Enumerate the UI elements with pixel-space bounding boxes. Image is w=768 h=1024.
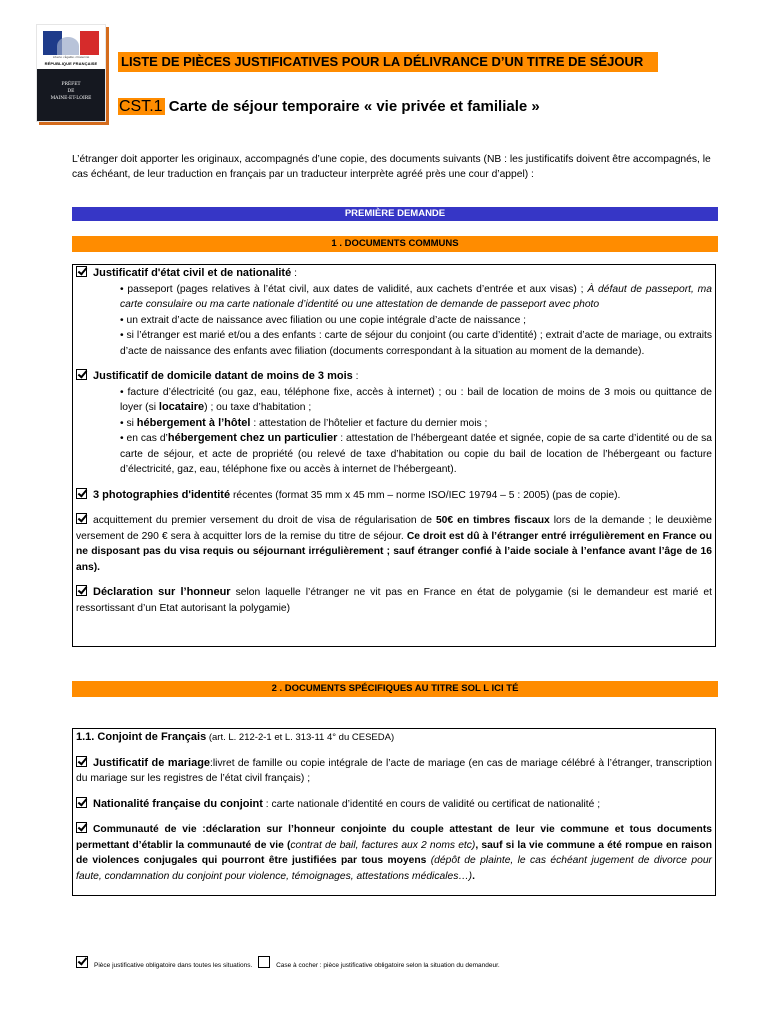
page-title: LISTE DE PIÈCES JUSTIFICATIVES POUR LA DÉLIVRANCE D’UN TITRE DE SÉJOUR — [118, 52, 658, 72]
checkbox-checked-icon[interactable] — [76, 822, 87, 833]
section1-title: 1 . DOCUMENTS COMMUNS — [72, 236, 718, 252]
legend-unchecked-text: Case à cocher : pièce justificative obligatoire selon la situation du demandeur. — [276, 962, 500, 969]
documents-specifiques-box — [72, 728, 716, 896]
honneur-item: Déclaration sur l’honneur selon laquelle l’étranger ne vit pas en France en état de polygamie (si le demandeur est marié et ressortissant d’un Etat autorisant la polygamie) — [76, 586, 712, 614]
page-subtitle — [118, 95, 540, 119]
subtitle-text: Carte de séjour temporaire « vie privée et familiale » — [168, 98, 540, 115]
intro-text: L’étranger doit apporter les originaux, accompagnés d’une copie, des documents suivants (NB : les justificatifs doivent être accompagnés, le cas échéant, de leur traduction en français par un traducteur interprète agréé près une cour d’appel) : — [72, 154, 711, 180]
checkbox-checked-icon[interactable] — [76, 266, 87, 277]
documents-communs-box: Justificatif d'état civil et de nationalité : • passeport (pages relatives à l’état civil, aux dates de validité, aux cachets d’entrée et aux visas) ; À défaut de passeport, ma carte consulaire ou ma carte nationale d’identité ou une attestation de demande de passeport avec photo • un extrait d’acte de naissance avec filiation ou une copie intégrale d’acte de naissance ; • si l’étranger est marié et/ou a des enfants : carte de séjour du conjoint (ou carte d’identité) ; extrait d’acte de mariage, ou extraits d’acte de naissance des enfants avec filiation (documents correspondant à la situation au moment de la demande). Justificatif de domicile datant de moins de 3 mois : • facture d’électricité (ou gaz, eau, téléphone fixe, accès à internet) ; ou : bail de location de moins de 3 mois ou quittance de loyer (si locataire) ; ou taxe d’habitation ; • si hébergement à l’hôtel : attestation de l’hôtelier et facture du dernier mois ; • en cas d’hébergement chez un particulier : attestation de l’hébergeant datée et signée, copie de sa carte d’identité ou de sa carte de séjour, et acte de propriété (ou relevé de taxe d’habitation ou copie du bail de location de l’hébergeant ou facture d’électricité, gaz, eau, téléphone fixe ou accès à internet de l’hébergeant). 3 photographies d'identité récentes (format 35 mm x 45 mm – norme ISO/IEC 19794 – 5 : 2005) (pas de copie). acquittement du premier versement du droit de visa de régularisation de 50€ en timbres fiscaux lors de la demande ; le deuxième versement de 290 € sera à acquitter lors de la remise du titre de séjour. Ce droit est dû à l’étranger entré irrégulièrement en France ou ne disposant pas du visa requis ou séjournant irrégulièrement ; sauf étranger confié à l’aide sociale à l’enfance avant l’âge de 16 ans). Déclaration sur l’honneur selon laquelle l’étranger ne vit pas en France en état de polygamie (si le demandeur est marié et ressortissant d’un Etat autorisant la polygamie) — [72, 264, 716, 647]
legend-checked-text: Pièce justificative obligatoire dans toutes les situations. — [94, 962, 253, 969]
checkbox-checked-icon — [76, 956, 88, 968]
checkbox-checked-icon[interactable] — [76, 369, 87, 380]
checkbox-checked-icon[interactable] — [76, 513, 87, 524]
form-code: CST.1 — [119, 98, 163, 115]
checkbox-checked-icon[interactable] — [76, 797, 87, 808]
logo-republic: RÉPUBLIQUE FRANÇAISE — [44, 61, 98, 66]
checkbox-checked-icon[interactable] — [76, 585, 87, 596]
logo-prefet: PRÉFET DE MAINE-ET-LOIRE — [50, 82, 92, 101]
communaute-item: Communauté de vie :déclaration sur l’honneur conjointe du couple attestant de leur vie commune et tous documents permettant d’établir la communauté de vie (contrat de bail, factures aux 2 noms etc), sauf si la vie commune a été rompue en raison de violences conjugales qui pourront être justifiées par tous moyens (dépôt de plainte, le cas échéant jugement de divorce pour faute, condamnation du conjoint pour violence, témoignages, attestations médicales…). — [76, 824, 712, 882]
section2-title: 2 . DOCUMENTS SPÉCIFIQUES AU TITRE SOL L ICI TÉ — [72, 681, 718, 697]
section-premiere-demande: PREMIÈRE DEMANDE — [72, 207, 718, 221]
photos-item: 3 photographies d'identité récentes (format 35 mm x 45 mm – norme ISO/IEC 19794 – 5 : 2005) (pas de copie). — [76, 488, 712, 504]
mariage-item: Justificatif de mariage:livret de famille ou copie intégrale de l’acte de mariage (en cas de mariage célébré à l’étranger, transcription du mariage sur les registres de l’état civil français) ; — [76, 756, 712, 784]
checkbox-checked-icon[interactable] — [76, 488, 87, 499]
logo-motto: Liberté • Égalité • Fraternité — [52, 55, 90, 59]
visa-fee-item: acquittement du premier versement du droit de visa de régularisation de 50€ en timbres fiscaux lors de la demande ; le deuxième versement de 290 € sera à acquitter lors de la remise du titre de séjour. Ce droit est dû à l’étranger entré irrégulièrement en France ou ne disposant pas du visa requis ou séjournant irrégulièrement ; sauf étranger confié à l’aide sociale à l’enfance avant l’âge de 16 ans). — [76, 515, 713, 573]
checkbox-checked-icon[interactable] — [76, 756, 87, 767]
prefecture-logo — [36, 24, 106, 122]
domicile-item: Justificatif de domicile datant de moins de 3 mois : — [76, 369, 712, 385]
checkbox-empty-icon — [258, 956, 270, 968]
etat-civil-item: Justificatif d'état civil et de nationalité : — [76, 266, 712, 282]
legend — [76, 956, 500, 973]
conjoint-heading: 1.1. Conjoint de Français (art. L. 212-2-1 et L. 313-11 4° du CESEDA) — [76, 731, 395, 743]
nationalite-item: Nationalité française du conjoint : carte nationale d’identité en cours de validité ou certificat de nationalité ; — [76, 797, 712, 813]
